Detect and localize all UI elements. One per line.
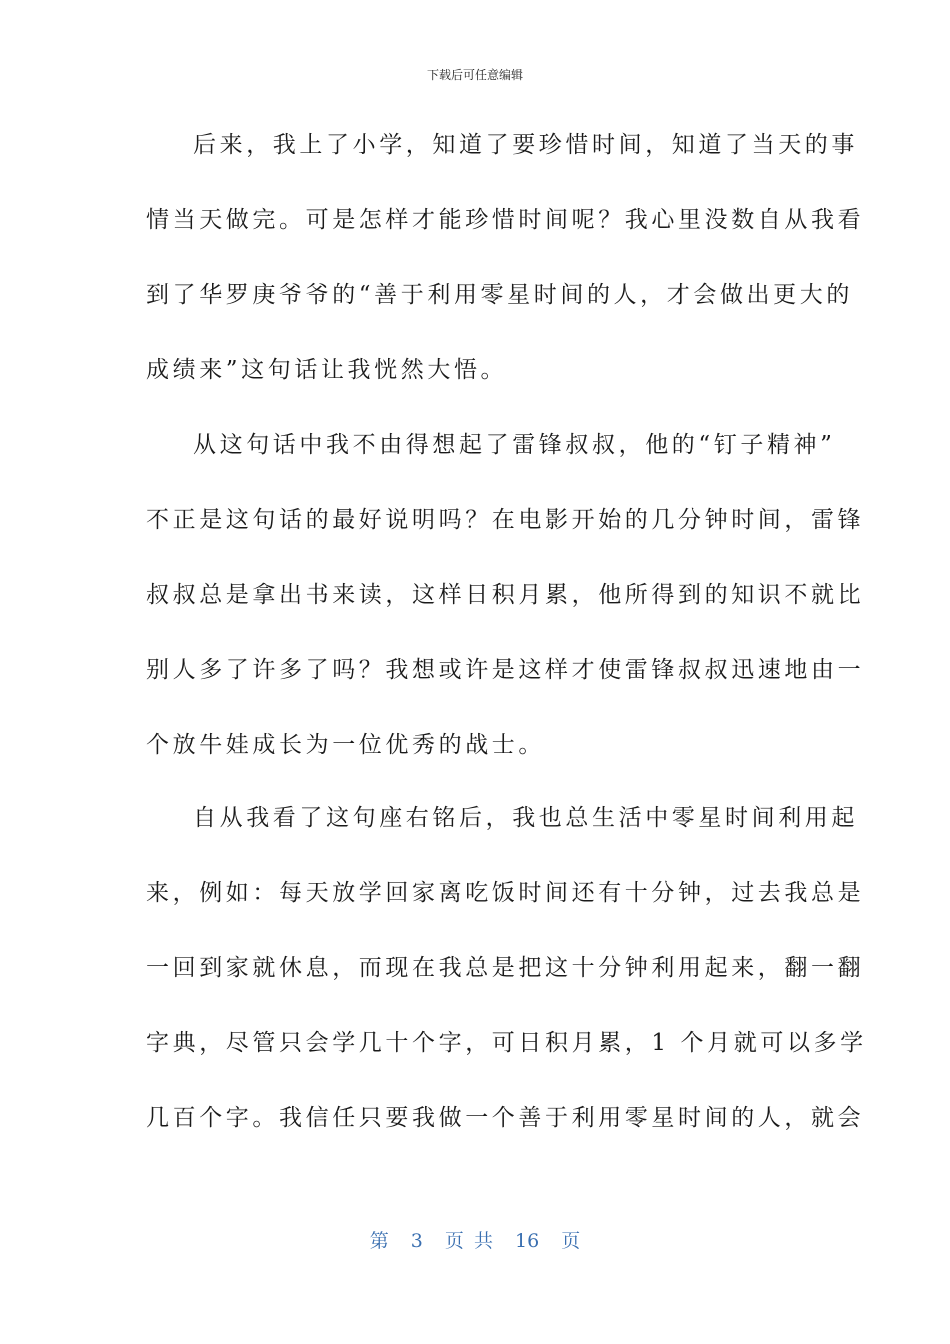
footer-prefix: 第 (369, 1230, 389, 1252)
paragraph-line: 到了华罗庚爷爷的“善于利用零星时间的人，才会做出更大的 (146, 282, 853, 308)
paragraph-line: 叔叔总是拿出书来读，这样日积月累，他所得到的知识不就比 (146, 582, 865, 608)
paragraph-line: 成绩来”这句话让我恍然大悟。 (146, 357, 508, 383)
footer-suffix: 页 (561, 1230, 581, 1252)
paragraph-line: 字典，尽管只会学几十个字，可日积月累，1 个月就可以多学 (146, 1030, 867, 1056)
paragraph-line: 别人多了许多了吗？我想或许是这样才使雷锋叔叔迅速地由一 (146, 657, 865, 683)
paragraph-line: 后来，我上了小学，知道了要珍惜时间，知道了当天的事 (193, 132, 858, 158)
paragraph-line: 从这句话中我不由得想起了雷锋叔叔，他的“钉子精神” (193, 432, 836, 458)
paragraph-line: 自从我看了这句座右铭后，我也总生活中零星时间利用起 (193, 805, 858, 831)
paragraph-line: 个放牛娃成长为一位优秀的战士。 (146, 732, 545, 758)
footer-mid: 页 共 (444, 1230, 493, 1252)
paragraph-line: 一回到家就休息，而现在我总是把这十分钟利用起来，翻一翻 (146, 955, 865, 981)
paragraph-line: 不正是这句话的最好说明吗？在电影开始的几分钟时间，雷锋 (146, 507, 865, 533)
total-page-count: 16 (515, 1230, 540, 1252)
page-header-note: 下载后可任意编辑 (426, 68, 523, 82)
paragraph-line: 来，例如：每天放学回家离吃饭时间还有十分钟，过去我总是 (146, 880, 865, 906)
paragraph-line: 几百个字。我信任只要我做一个善于利用零星时间的人，就会 (146, 1105, 865, 1131)
page-number-footer (0, 1226, 950, 1253)
current-page-number: 3 (410, 1230, 423, 1252)
paragraph-line: 情当天做完。可是怎样才能珍惜时间呢？我心里没数自从我看 (146, 207, 865, 233)
